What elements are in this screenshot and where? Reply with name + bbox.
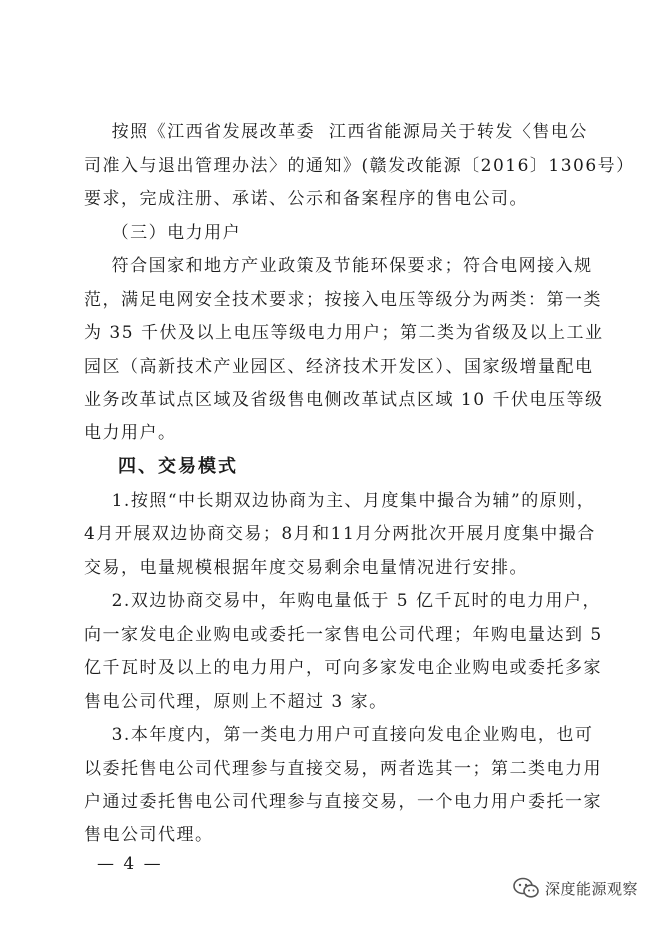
watermark [513, 877, 638, 899]
text-line: 园区（高新技术产业园区、经济技术开发区）、国家级增量配电 [84, 357, 594, 377]
text-line: 要求，完成注册、承诺、公示和备案程序的售电公司。 [84, 189, 528, 209]
text-line: 以委托售电公司代理参与直接交易，两者选其一；第二类电力用 [84, 759, 602, 779]
page-number: — 4 — [97, 854, 163, 874]
text-line: 户通过委托售电公司代理参与直接交易，一个电力用户委托一家 [84, 792, 602, 812]
text-line: 售电公司代理，原则上不超过 3 家。 [84, 692, 388, 712]
text-line: 业务改革试点区域及省级售电侧改革试点区域 10 千伏电压等级 [84, 390, 604, 410]
text-line: 符合国家和地方产业政策及节能环保要求；符合电网接入规 [84, 256, 593, 276]
text-line: 售电公司代理。 [84, 825, 214, 845]
wechat-icon [513, 877, 539, 899]
text-line: 1.按照“中长期双边协商为主、月度集中撮合为辅”的原则， [84, 491, 596, 511]
text-line: 为 35 千伏及以上电压等级电力用户；第二类为省级及以上工业 [84, 323, 604, 343]
watermark-text: 深度能源观察 [544, 879, 638, 898]
text-line: 司准入与退出管理办法〉的通知》(赣发改能源〔2016〕1306号） [84, 156, 635, 176]
text-line: 交易，电量规模根据年度交易剩余电量情况进行安排。 [84, 558, 528, 578]
subsection-heading: （三）电力用户 [84, 223, 242, 243]
text-line: 电力用户。 [84, 423, 177, 443]
text-line: 3.本年度内，第一类电力用户可直接向发电企业购电，也可 [84, 725, 594, 745]
text-line: 范，满足电网安全技术要求；按接入电压等级分为两类：第一类 [84, 290, 602, 310]
section-heading: 四、交易模式 [118, 456, 238, 477]
text-line: 4月开展双边协商交易；8月和11月分两批次开展月度集中撮合 [84, 524, 596, 544]
text-line: 向一家发电企业购电或委托一家售电公司代理；年购电量达到 5 [84, 625, 603, 645]
text-line: 2.双边协商交易中，年购电量低于 5 亿千瓦时的电力用户， [84, 591, 601, 611]
text-line: 亿千瓦时及以上的电力用户，可向多家发电企业购电或委托多家 [84, 658, 602, 678]
text-line: 按照《江西省发展改革委 江西省能源局关于转发〈售电公 [84, 122, 588, 142]
